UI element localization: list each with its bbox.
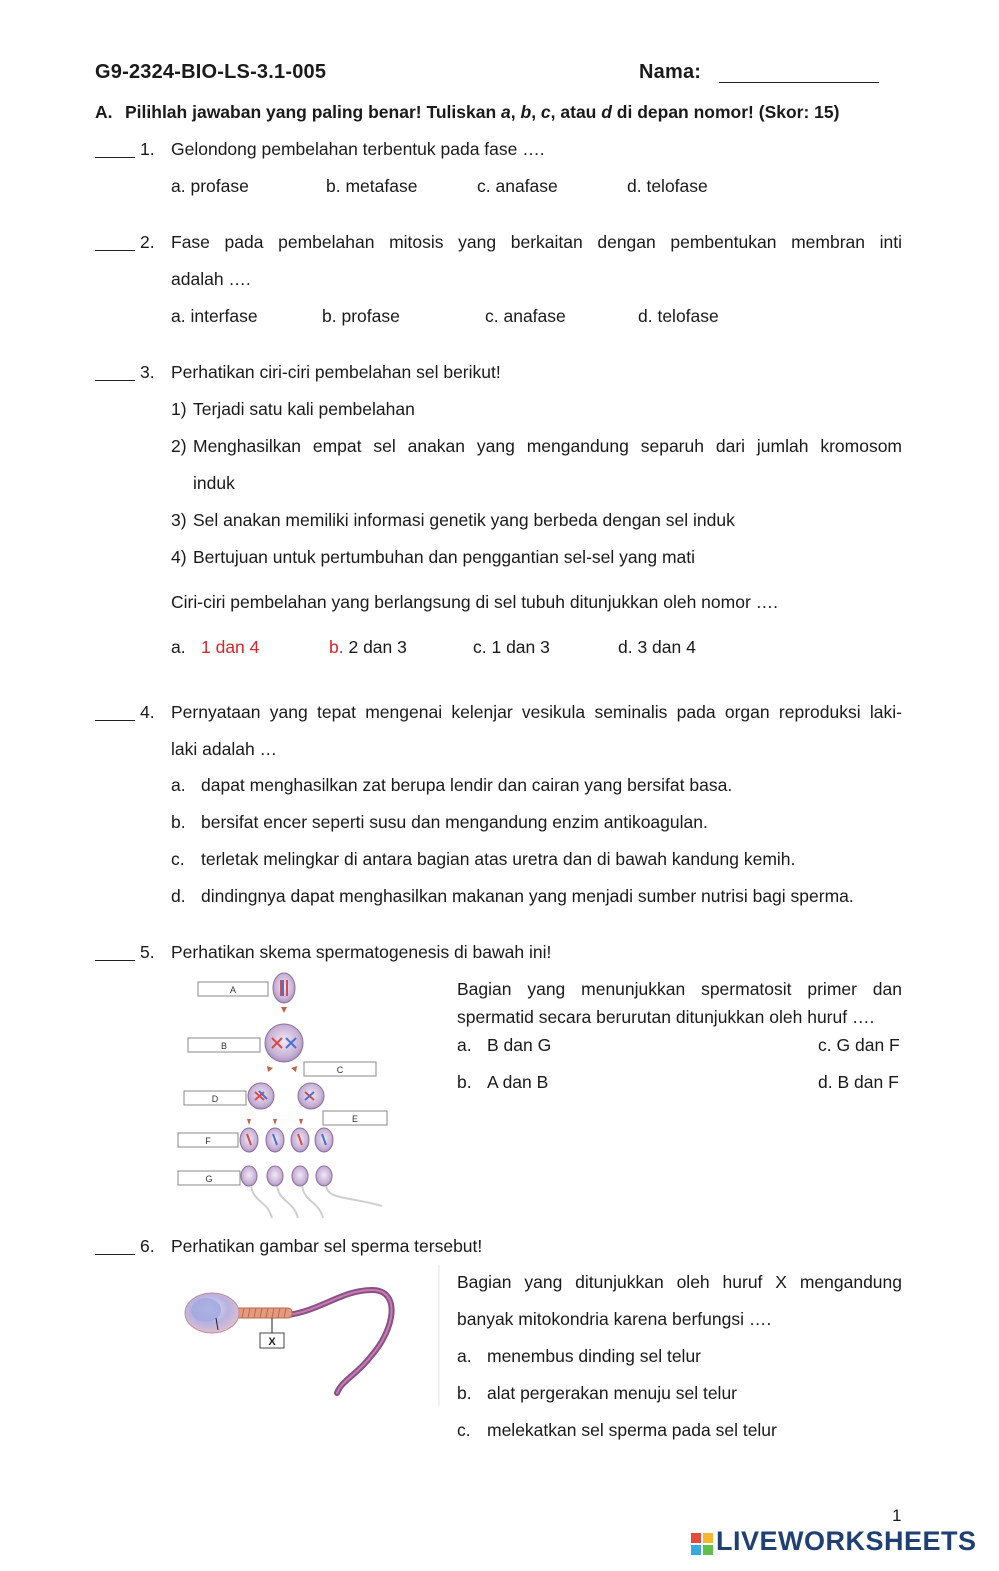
question-text-line1: Fase pada pembelahan mitosis yang berkaitan dengan pembentukan membran inti [171,232,902,252]
spermatogenesis-diagram [172,968,394,1226]
question-text-line2: spermatid secara berurutan ditunjukkan oleh huruf …. [457,1007,875,1027]
question-prompt: Ciri-ciri pembelahan yang berlangsung di sel tubuh ditunjukkan oleh nomor …. [171,592,779,612]
diagram-label-e: E [351,1114,359,1124]
question-text-line2: laki adalah … [171,739,278,759]
question-text: Perhatikan ciri-ciri pembelahan sel berikut! [171,362,501,382]
page-number: 1 [892,1506,902,1525]
answer-blank-q1[interactable] [95,157,135,158]
name-label: Nama: [639,61,702,83]
liveworksheets-logo-text[interactable]: LIVEWORKSHEETS [716,1526,977,1556]
question-number: 6. [140,1236,155,1256]
option-a-letter: a. [171,775,186,795]
option-c: c. anafase [477,176,558,196]
option-d-letter: d. [171,886,186,906]
question-text: Perhatikan gambar sel sperma tersebut! [171,1236,483,1256]
option-a-text: B dan G [487,1035,552,1055]
option-c-text: melekatkan sel sperma pada sel telur [487,1420,777,1440]
name-input-blank[interactable] [719,82,879,83]
question-text-line2: adalah …. [171,269,251,289]
option-d: d. 3 dan 4 [618,637,696,657]
answer-blank-q5[interactable] [95,960,135,961]
option-a: a. profase [171,176,249,196]
question-text-line1: Pernyataan yang tepat mengenai kelenjar vesikula seminalis pada organ reproduksi laki- [171,702,902,722]
answer-blank-q3[interactable] [95,380,135,381]
option-c: c. G dan F [818,1035,900,1055]
question-text: Perhatikan skema spermatogenesis di bawah ini! [171,942,552,962]
option-b: b. metafase [326,176,418,196]
question-text-line1: Bagian yang ditunjukkan oleh huruf X mengandung [457,1272,902,1292]
diagram-label-f: F [205,1136,211,1146]
statement-text: Terjadi satu kali pembelahan [193,399,415,419]
diagram-label-x: X [268,1336,276,1348]
statement-text: Sel anakan memiliki informasi genetik yang berbeda dengan sel induk [193,510,735,530]
question-number: 3. [140,362,155,382]
option-d: d. telofase [627,176,708,196]
option-c-text: terletak melingkar di antara bagian atas uretra dan di bawah kandung kemih. [201,849,796,869]
statement-text: Bertujuan untuk pertumbuhan dan penggantian sel-sel yang mati [193,547,696,567]
option-b-text: A dan B [487,1072,549,1092]
option-b: b. profase [322,306,400,326]
option-a-letter: a. [171,637,186,657]
option-b-letter: b. [457,1072,472,1092]
option-b-letter: b. [171,812,186,832]
option-a-text: menembus dinding sel telur [487,1346,702,1366]
sperm-cell-diagram [172,1260,444,1408]
answer-blank-q2[interactable] [95,250,135,251]
option-d: d. telofase [638,306,719,326]
question-number: 5. [140,942,155,962]
option-a-text: 1 dan 4 [201,637,260,657]
statement-text-line1: Menghasilkan empat sel anakan yang mengandung separuh dari jumlah kromosom [193,436,902,456]
answer-blank-q6[interactable] [95,1254,135,1255]
option-c-letter: c. [171,849,185,869]
option-a: a. interfase [171,306,258,326]
option-c: c. 1 dan 3 [473,637,550,657]
option-b-letter: b. [457,1383,472,1403]
option-b-text: bersifat encer seperti susu dan mengandung enzim antikoagulan. [201,812,708,832]
diagram-label-b: B [220,1041,228,1051]
option-c-letter: c. [457,1420,471,1440]
statement-number: 1) [171,399,187,419]
question-text-line2: banyak mitokondria karena berfungsi …. [457,1309,772,1329]
question-text-line1: Bagian yang menunjukkan spermatosit primer dan [457,979,902,999]
liveworksheets-logo-icon [691,1533,713,1555]
statement-text-line2: induk [193,473,235,493]
diagram-label-c: C [336,1065,344,1075]
section-instruction: Pilihlah jawaban yang paling benar! Tuliskan a, b, c, atau d di depan nomor! (Skor: 15) [125,102,840,122]
option-a-text: dapat menghasilkan zat berupa lendir dan cairan yang bersifat basa. [201,775,733,795]
question-text: Gelondong pembelahan terbentuk pada fase …. [171,139,545,159]
diagram-label-g: G [205,1174,213,1184]
option-d-text: dindingnya dapat menghasilkan makanan yang menjadi sumber nutrisi bagi sperma. [201,886,854,906]
statement-number: 2) [171,436,187,456]
question-number: 4. [140,702,155,722]
option-b-text: alat pergerakan menuju sel telur [487,1383,738,1403]
option-c: c. anafase [485,306,566,326]
worksheet-code: G9-2324-BIO-LS-3.1-005 [95,61,327,83]
diagram-label-d: D [211,1094,219,1104]
option-a-letter: a. [457,1346,472,1366]
option-b: b. 2 dan 3 [329,637,407,657]
statement-number: 3) [171,510,187,530]
question-number: 1. [140,139,155,159]
diagram-label-a: A [229,985,237,995]
option-a-letter: a. [457,1035,472,1055]
answer-blank-q4[interactable] [95,720,135,721]
option-d: d. B dan F [818,1072,899,1092]
statement-number: 4) [171,547,187,567]
section-letter: A. [95,102,113,122]
question-number: 2. [140,232,155,252]
